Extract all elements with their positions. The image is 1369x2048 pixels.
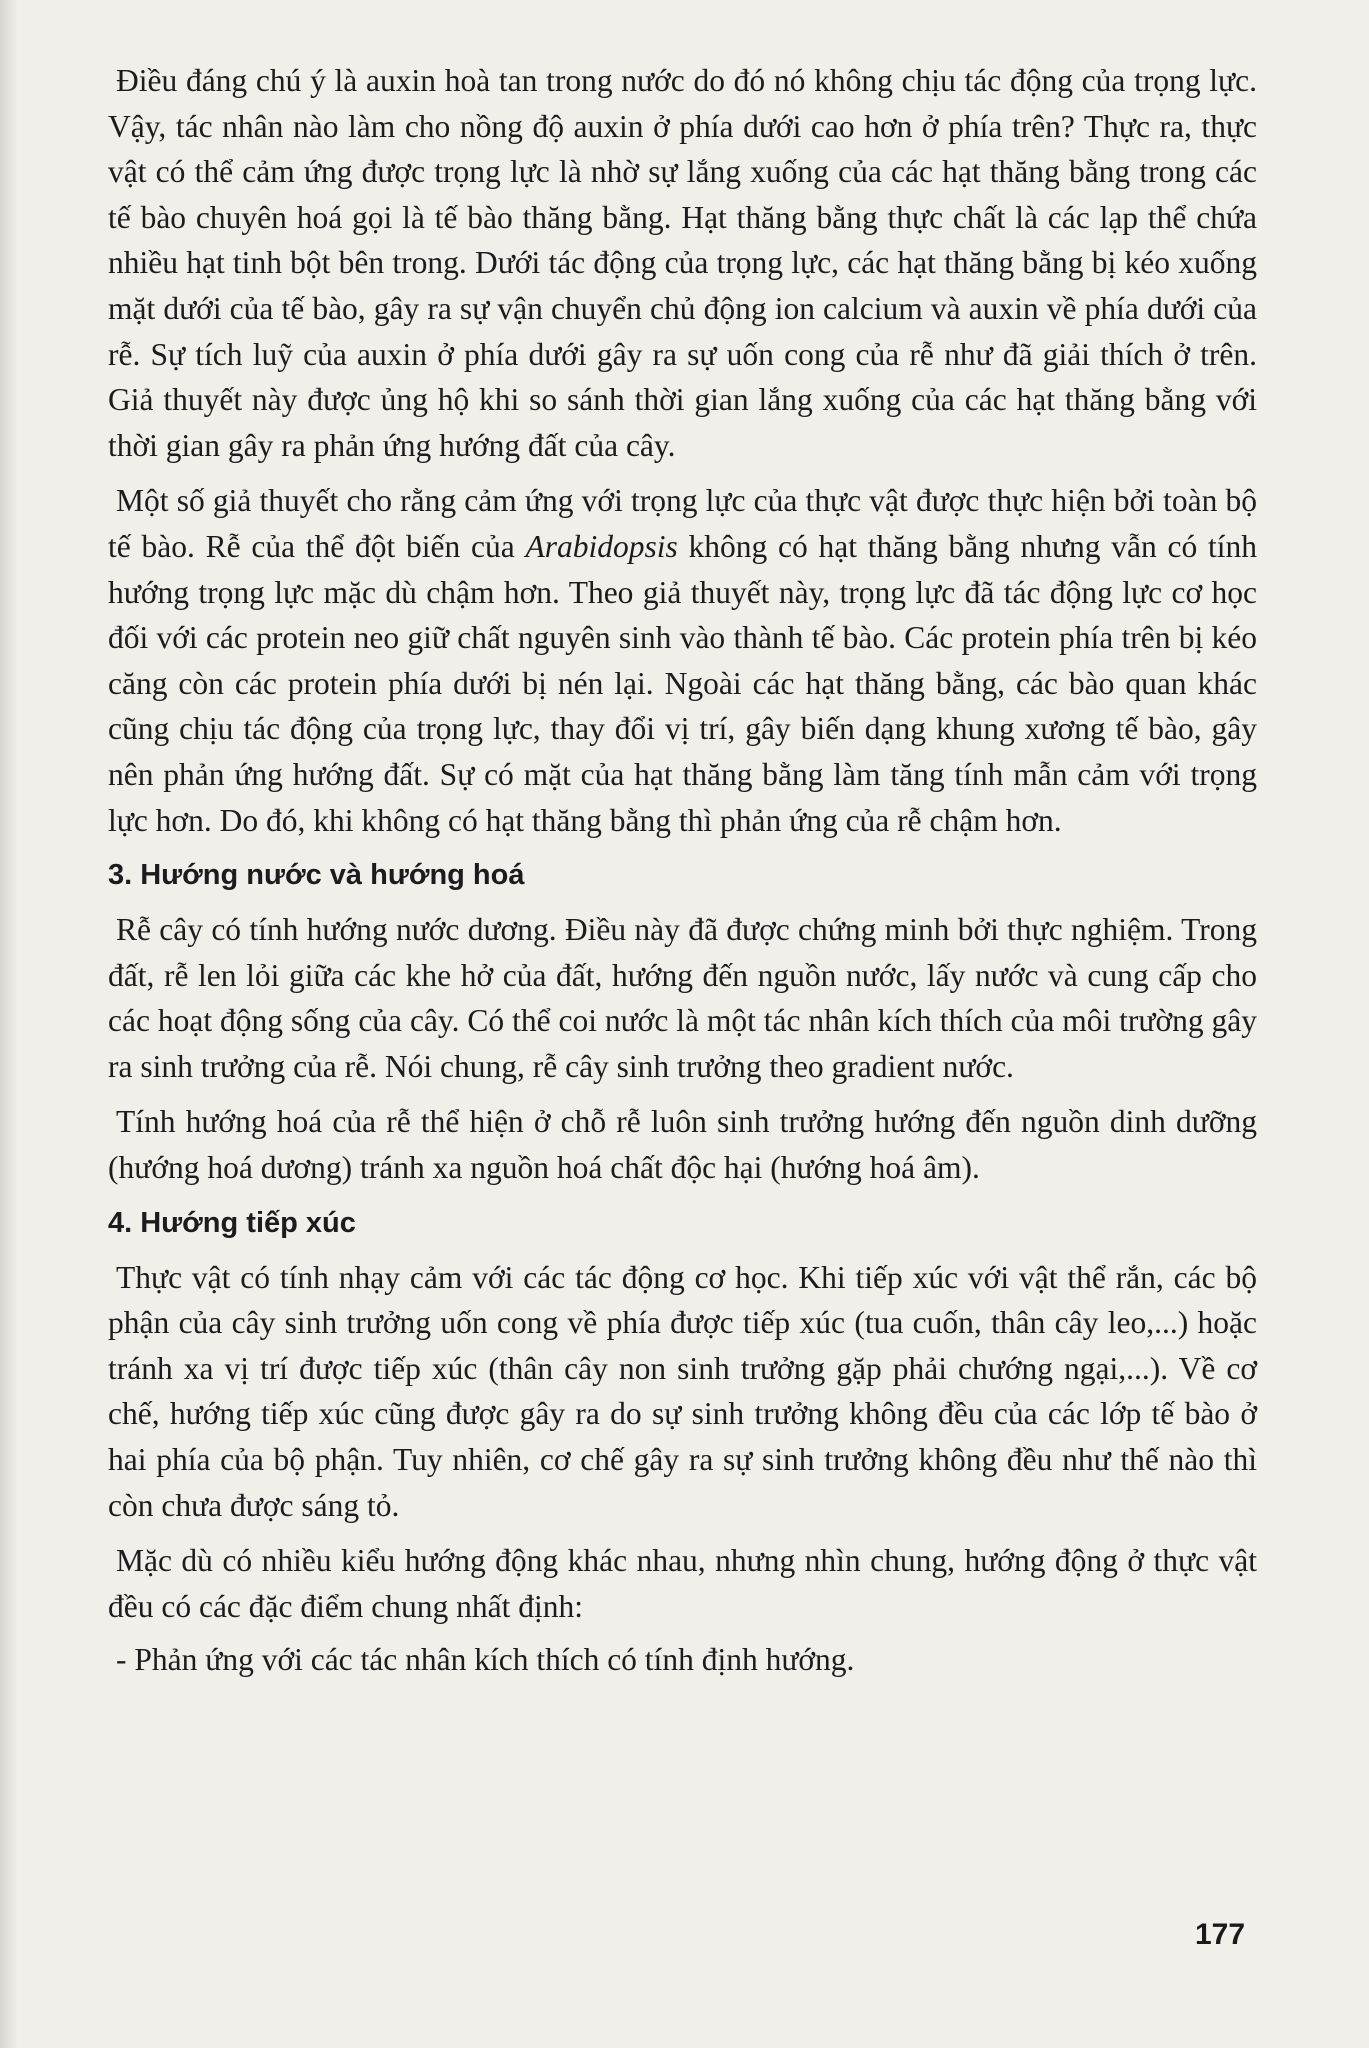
paragraph-whole-cell-hypothesis	[108, 478, 1257, 843]
paragraph-text-end: không có hạt thăng bằng nhưng vẫn có tính hướng trọng lực mặc dù chậm hơn. Theo giả thuyết này, trọng lực đã tác động lực cơ học đối với các protein neo giữ chất nguyên sinh vào thành tế bào. Các protein phía trên bị kéo căng còn các protein phía dưới bị nén lại. Ngoài các hạt thăng bằng, các bào quan khác cũng chịu tác động của trọng lực, thay đổi vị trí, gây biến dạng khung xương tế bào, gây nên phản ứng hướng đất. Sự có mặt của hạt thăng bằng làm tăng tính mẫn cảm với trọng lực hơn. Do đó, khi không có hạt thăng bằng thì phản ứng của rễ chậm hơn.	[108, 528, 1257, 838]
page-number: 177	[1195, 1918, 1246, 1951]
list-item-directional-stimulus: - Phản ứng với các tác nhân kích thích có tính định hướng.	[116, 1642, 855, 1678]
paragraph-chemotropism: Tính hướng hoá của rễ thể hiện ở chỗ rễ luôn sinh trưởng hướng đến nguồn dinh dưỡng (hướng hoá dương) tránh xa nguồn hoá chất độc hại (hướng hoá âm).	[108, 1104, 1257, 1186]
paragraph-statolith-mechanism: Điều đáng chú ý là auxin hoà tan trong nước do đó nó không chịu tác động của trọng lực. Vậy, tác nhân nào làm cho nồng độ auxin ở phía dưới cao hơn ở phía trên? Thực ra, thực vật có thể cảm ứng được trọng lực là nhờ sự lắng xuống của các hạt thăng bằng trong các tế bào chuyên hoá gọi là tế bào thăng bằng. Hạt thăng bằng thực chất là các lạp thể chứa nhiều hạt tinh bột bên trong. Dưới tác động của trọng lực, các hạt thăng bằng bị kéo xuống mặt dưới của tế bào, gây ra sự vận chuyển chủ động ion calcium và auxin về phía dưới của rễ. Sự tích luỹ của auxin ở phía dưới gây ra sự uốn cong của rễ như đã giải thích ở trên. Giả thuyết này được ủng hộ khi so sánh thời gian lắng xuống của các hạt thăng bằng với thời gian gây ra phản ứng hướng đất của cây.	[108, 63, 1257, 463]
section-heading-thigmotropism: 4. Hướng tiếp xúc	[108, 1206, 356, 1239]
species-name-italic: Arabidopsis	[525, 528, 678, 564]
paragraph-text-start: Một số giả thuyết cho rằng cảm ứng với trọng lực của thực vật được thực hiện bởi toàn bộ tế bào. Rễ của thể đột biến của	[108, 483, 1257, 564]
paragraph-thigmotropism: Thực vật có tính nhạy cảm với các tác động cơ học. Khi tiếp xúc với vật thể rắn, các bộ phận của cây sinh trưởng uốn cong về phía được tiếp xúc (tua cuốn, thân cây leo,...) hoặc tránh xa vị trí được tiếp xúc (thân cây non sinh trưởng gặp phải chướng ngại,...). Về cơ chế, hướng tiếp xúc cũng được gây ra do sự sinh trưởng không đều của các lớp tế bào ở hai phía của bộ phận. Tuy nhiên, cơ chế gây ra sự sinh trưởng không đều như thế nào thì còn chưa được sáng tỏ.	[108, 1259, 1257, 1523]
paragraph-common-features: Mặc dù có nhiều kiểu hướng động khác nhau, nhưng nhìn chung, hướng động ở thực vật đều có các đặc điểm chung nhất định:	[108, 1543, 1257, 1624]
paragraph-hydrotropism: Rễ cây có tính hướng nước dương. Điều này đã được chứng minh bởi thực nghiệm. Trong đất, rễ len lỏi giữa các khe hở của đất, hướng đến nguồn nước, lấy nước và cung cấp cho các hoạt động sống của cây. Có thể coi nước là một tác nhân kích thích của môi trường gây ra sinh trưởng của rễ. Nói chung, rễ cây sinh trưởng theo gradient nước.	[108, 912, 1257, 1084]
section-heading-hydrotropism: 3. Hướng nước và hướng hoá	[108, 859, 525, 892]
